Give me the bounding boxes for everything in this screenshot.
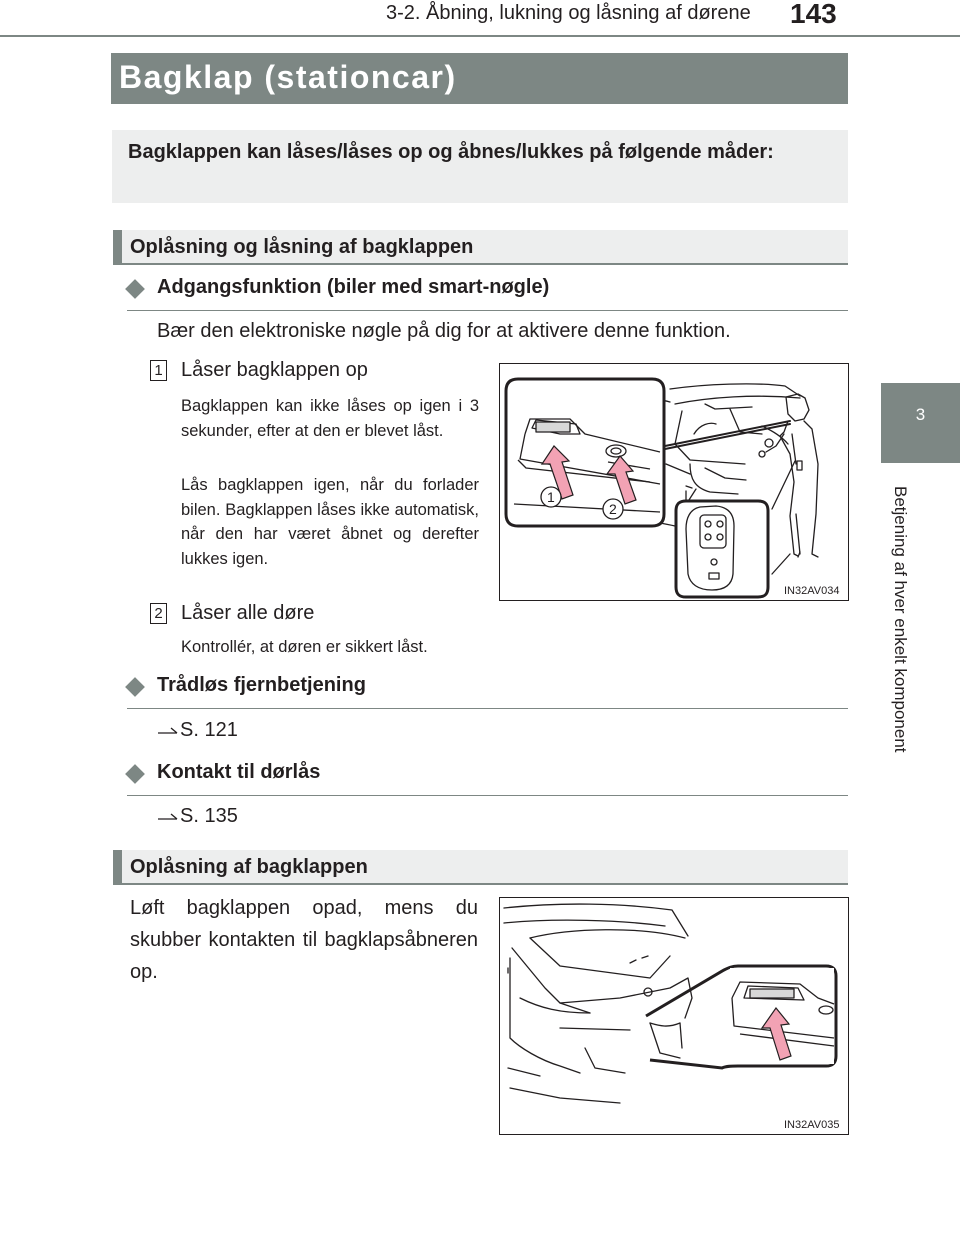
step-1-note-1: Bagklappen kan ikke låses op igen i 3 sekunder, efter at den er blevet låst. (181, 397, 479, 440)
diamond-bullet-icon (125, 279, 145, 299)
wireless-remote-reference (157, 719, 238, 742)
page-title: Bagklap (stationcar) (119, 59, 457, 95)
section-heading-lock-unlock (113, 230, 848, 265)
step-1-title: Låser bagklappen op (181, 359, 368, 381)
step-number-2: 2 (150, 603, 167, 624)
header-rule (0, 35, 960, 37)
figure-2-code: IN32AV035 (784, 1119, 840, 1131)
figure-smart-key-tailgate (499, 363, 849, 601)
figure-1-callout-1: 1 (547, 489, 555, 505)
chapter-title: Betjening af hver enkelt komponent (891, 486, 910, 753)
door-lock-switch-heading (127, 761, 848, 796)
intro-text: Bagklappen kan låses/låses op og åbnes/lukkes på følgende måder: (128, 141, 774, 163)
header-section-title: 3-2. Åbning, lukning og låsning af dørene (386, 2, 751, 24)
diamond-bullet-icon (125, 764, 145, 784)
figure-tailgate-opener (499, 897, 849, 1135)
section-heading-unlock (113, 850, 848, 885)
wireless-remote-heading-text: Trådløs fjernbetjening (157, 674, 366, 696)
wireless-remote-ref-text: S. 121 (180, 719, 238, 741)
chapter-number: 3 (915, 405, 926, 424)
door-lock-switch-heading-text: Kontakt til dørlås (157, 761, 321, 783)
section-heading-text: Oplåsning og låsning af bagklappen (130, 236, 474, 258)
section-heading-text: Oplåsning af bagklappen (130, 856, 368, 878)
page-title-bar (111, 53, 848, 104)
diamond-bullet-icon (125, 677, 145, 697)
section-marker (113, 850, 122, 885)
chapter-tab (881, 383, 960, 463)
figure-1-code: IN32AV034 (784, 585, 840, 597)
page-number: 143 (790, 0, 837, 29)
step-1-note-2: Lås bagklappen igen, når du forlader bilen. Bagklappen låses ikke automatisk, når den har været åbnet og derefter lukkes igen. (181, 476, 479, 568)
tailgate-opening-instructions: Løft bagklappen opad, mens du skubber kontakten til bagklapsåbneren op. (130, 897, 478, 983)
step-2-note: Kontrollér, at døren er sikkert låst. (181, 638, 428, 656)
intro-box (112, 130, 848, 203)
page-reference-arrow-icon (157, 725, 179, 737)
door-lock-switch-ref-text: S. 135 (180, 805, 238, 827)
step-number-1: 1 (150, 360, 167, 381)
section-marker (113, 230, 122, 265)
step-2-title: Låser alle døre (181, 602, 315, 624)
figure-1-callout-2: 2 (609, 501, 617, 517)
tailgate-opener-illustration (500, 898, 848, 1134)
entry-function-heading-text: Adgangsfunktion (biler med smart-nøgle) (157, 276, 550, 298)
page-reference-arrow-icon (157, 811, 179, 823)
entry-function-text: Bær den elektroniske nøgle på dig for at aktivere denne funktion. (157, 320, 731, 342)
door-lock-switch-reference (157, 805, 238, 828)
entry-function-heading (127, 276, 848, 311)
wireless-remote-heading (127, 674, 848, 709)
smart-key-illustration (500, 364, 848, 600)
